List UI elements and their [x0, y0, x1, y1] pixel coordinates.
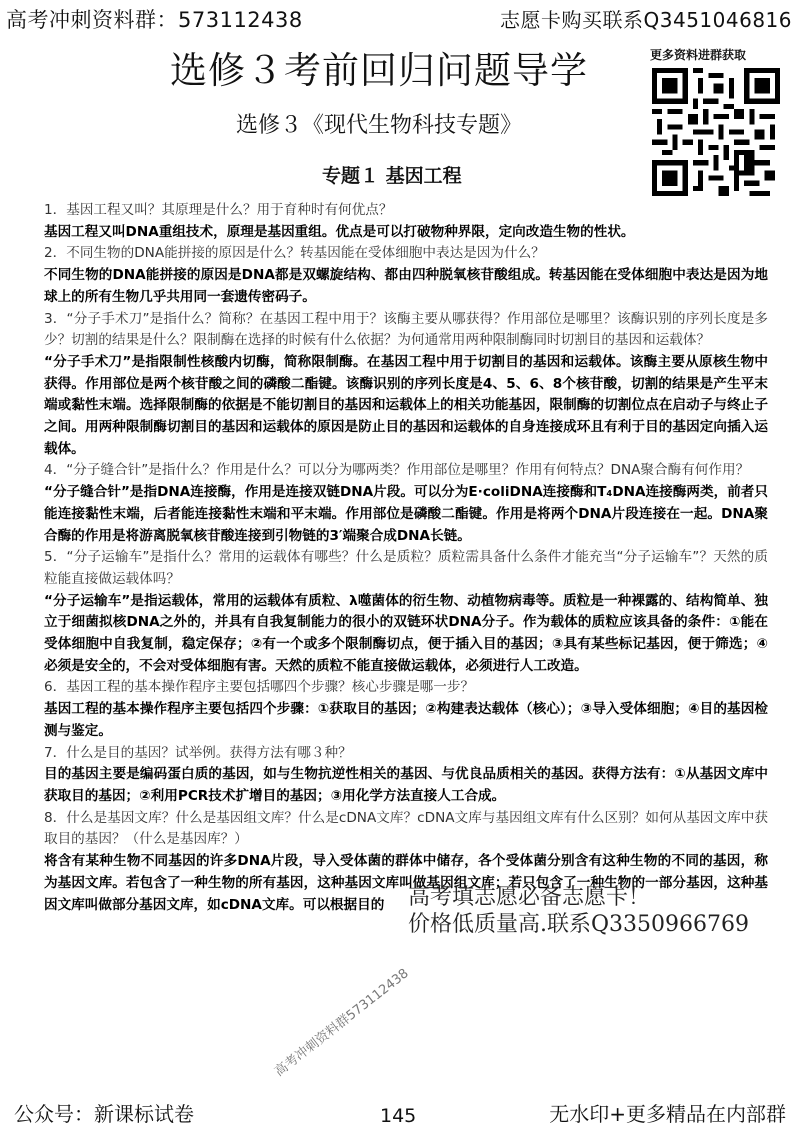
- answer-6: 基因工程的基本操作程序主要包括四个步骤：①获取目的基因；②构建表达载体（核心）；③导入受体细胞；④目的基因检测与鉴定。: [44, 701, 768, 739]
- question-7: 7．什么是目的基因？试举例。获得方法有哪３种？: [44, 744, 352, 761]
- answer-4: “分子缝合针”是指DNA连接酶，作用是连接双链DNA片段。可以分为E·coliDNA连接酶和T₄DNA连接酶两类，前者只能连接黏性末端，后者能连接黏性末端和平末端。作用部位是磷酸二酯键。作用是将两个DNA片段连接在一起。DNA聚合酶的作用是将游离脱氧核苷酸连接到引物链的3′端聚合成DNA长链。: [44, 484, 768, 544]
- qr-code-icon: [652, 68, 780, 196]
- question-4: 4．“分子缝合针”是指什么？作用是什么？可以分为哪两类？作用部位是哪里？作用有何特点？DNA聚合酶有何作用？: [44, 462, 750, 479]
- qa-content: [44, 200, 768, 916]
- answer-7: 目的基因主要是编码蛋白质的基因，如与生物抗逆性相关的基因、与优良品质相关的基因。获得方法有：①从基因文库中获取目的基因；②利用PCR技术扩增目的基因；③用化学方法直接人工合成。: [44, 766, 768, 804]
- footer-right-text: 无水印+更多精品在内部群: [549, 1102, 786, 1126]
- document-title: 选修３考前回归问题导学: [170, 49, 588, 92]
- header-left-text: 高考冲刺资料群：573112438: [6, 8, 303, 32]
- page-number: 145: [380, 1105, 417, 1127]
- question-8: 8．什么是基因文库？什么是基因组文库？什么是cDNA文库？cDNA文库与基因组文库有什么区别？如何从基因文库中获取目的基因？（什么是基因库？）: [44, 809, 768, 848]
- watermark-line-1: 高考填志愿必备志愿卡！: [408, 885, 651, 910]
- header-right-text: 志愿卡购买联系Q3451046816: [500, 8, 792, 32]
- question-2: 2．不同生物的DNA能拼接的原因是什么？转基因能在受体细胞中表达是因为什么？: [44, 245, 545, 262]
- question-1: 1．基因工程又叫？其原理是什么？用于育种时有何优点？: [44, 202, 393, 218]
- question-5: 5．“分子运输车”是指什么？常用的运载体有哪些？什么是质粒？质粒需具备什么条件才能充当“分子运输车”？天然的质粒能直接做运载体吗？: [44, 549, 768, 587]
- diagonal-stamp: 高考冲刺资料群573112438: [272, 966, 412, 1080]
- answer-5: “分子运输车”是指运载体，常用的运载体有质粒、λ噬菌体的衍生物、动植物病毒等。质粒是一种裸露的、结构简单、独立于细菌拟核DNA之外的，并具有自我复制能力的很小的双链环状DNA分子。作为载体的质粒应该具备的条件：①能在受体细胞中自我复制，稳定保存；②有一个或多个限制酶切点，便于插入目的基因；③具有某些标记基因，便于筛选；④必须是安全的，不会对受体细胞有害。天然的质粒不能直接做运载体，必须进行人工改造。: [44, 592, 768, 674]
- question-6: 6．基因工程的基本操作程序主要包括哪四个步骤？核心步骤是哪一步？: [44, 679, 475, 696]
- qr-caption: 更多资料进群获取: [650, 48, 747, 62]
- answer-1: 基因工程又叫DNA重组技术，原理是基因重组。优点是可以打破物种界限，定向改造生物的性状。: [44, 223, 635, 240]
- footer-left-text: 公众号：新课标试卷: [14, 1102, 194, 1126]
- watermark-line-2: 价格低质量高.联系Q3350966769: [408, 912, 750, 937]
- topic-heading: 专题１ 基因工程: [322, 165, 462, 187]
- answer-3: “分子手术刀”是指限制性核酸内切酶，简称限制酶。在基因工程中用于切割目的基因和运载体。该酶主要从原核生物中获得。作用部位是两个核苷酸之间的磷酸二酯键。该酶识别的序列长度是4、5、6、8个核苷酸，切割的结果是产生平末端或黏性末端。选择限制酶的依据是不能切割目的基因和运载体上的相关功能基因，限制酶的切割位点在启动子与终止子之间。用两种限制酶切割目的基因和运载体的原因是防止目的基因和运载体的自身连接成环且有利于目的基因定向插入运载体。: [44, 353, 768, 457]
- question-3: 3．“分子手术刀”是指什么？简称？在基因工程中用于？该酶主要从哪获得？作用部位是哪里？该酶识别的序列长度是多少？切割的结果是什么？限制酶在选择的时候有什么依据？为何通常用两种限制酶同时切割目的基因和运载体？: [44, 310, 768, 349]
- answer-2: 不同生物的DNA能拼接的原因是DNA都是双螺旋结构、都由四种脱氧核苷酸组成。转基因能在受体细胞中表达是因为地球上的所有生物几乎共用同一套遗传密码子。: [44, 267, 768, 305]
- answer-8: 将含有某种生物不同基因的许多DNA片段，导入受体菌的群体中储存，各个受体菌分别含有这种生物的不同的基因，称为基因文库。若包含了一种生物的所有基因，这种基因文库叫做基因组文库；若只包含了一种生物的一部分基因，这种基因文库叫做部分基因文库，如cDNA文库。可以根据目的: [44, 853, 768, 913]
- document-subtitle: 选修３《现代生物科技专题》: [236, 113, 523, 138]
